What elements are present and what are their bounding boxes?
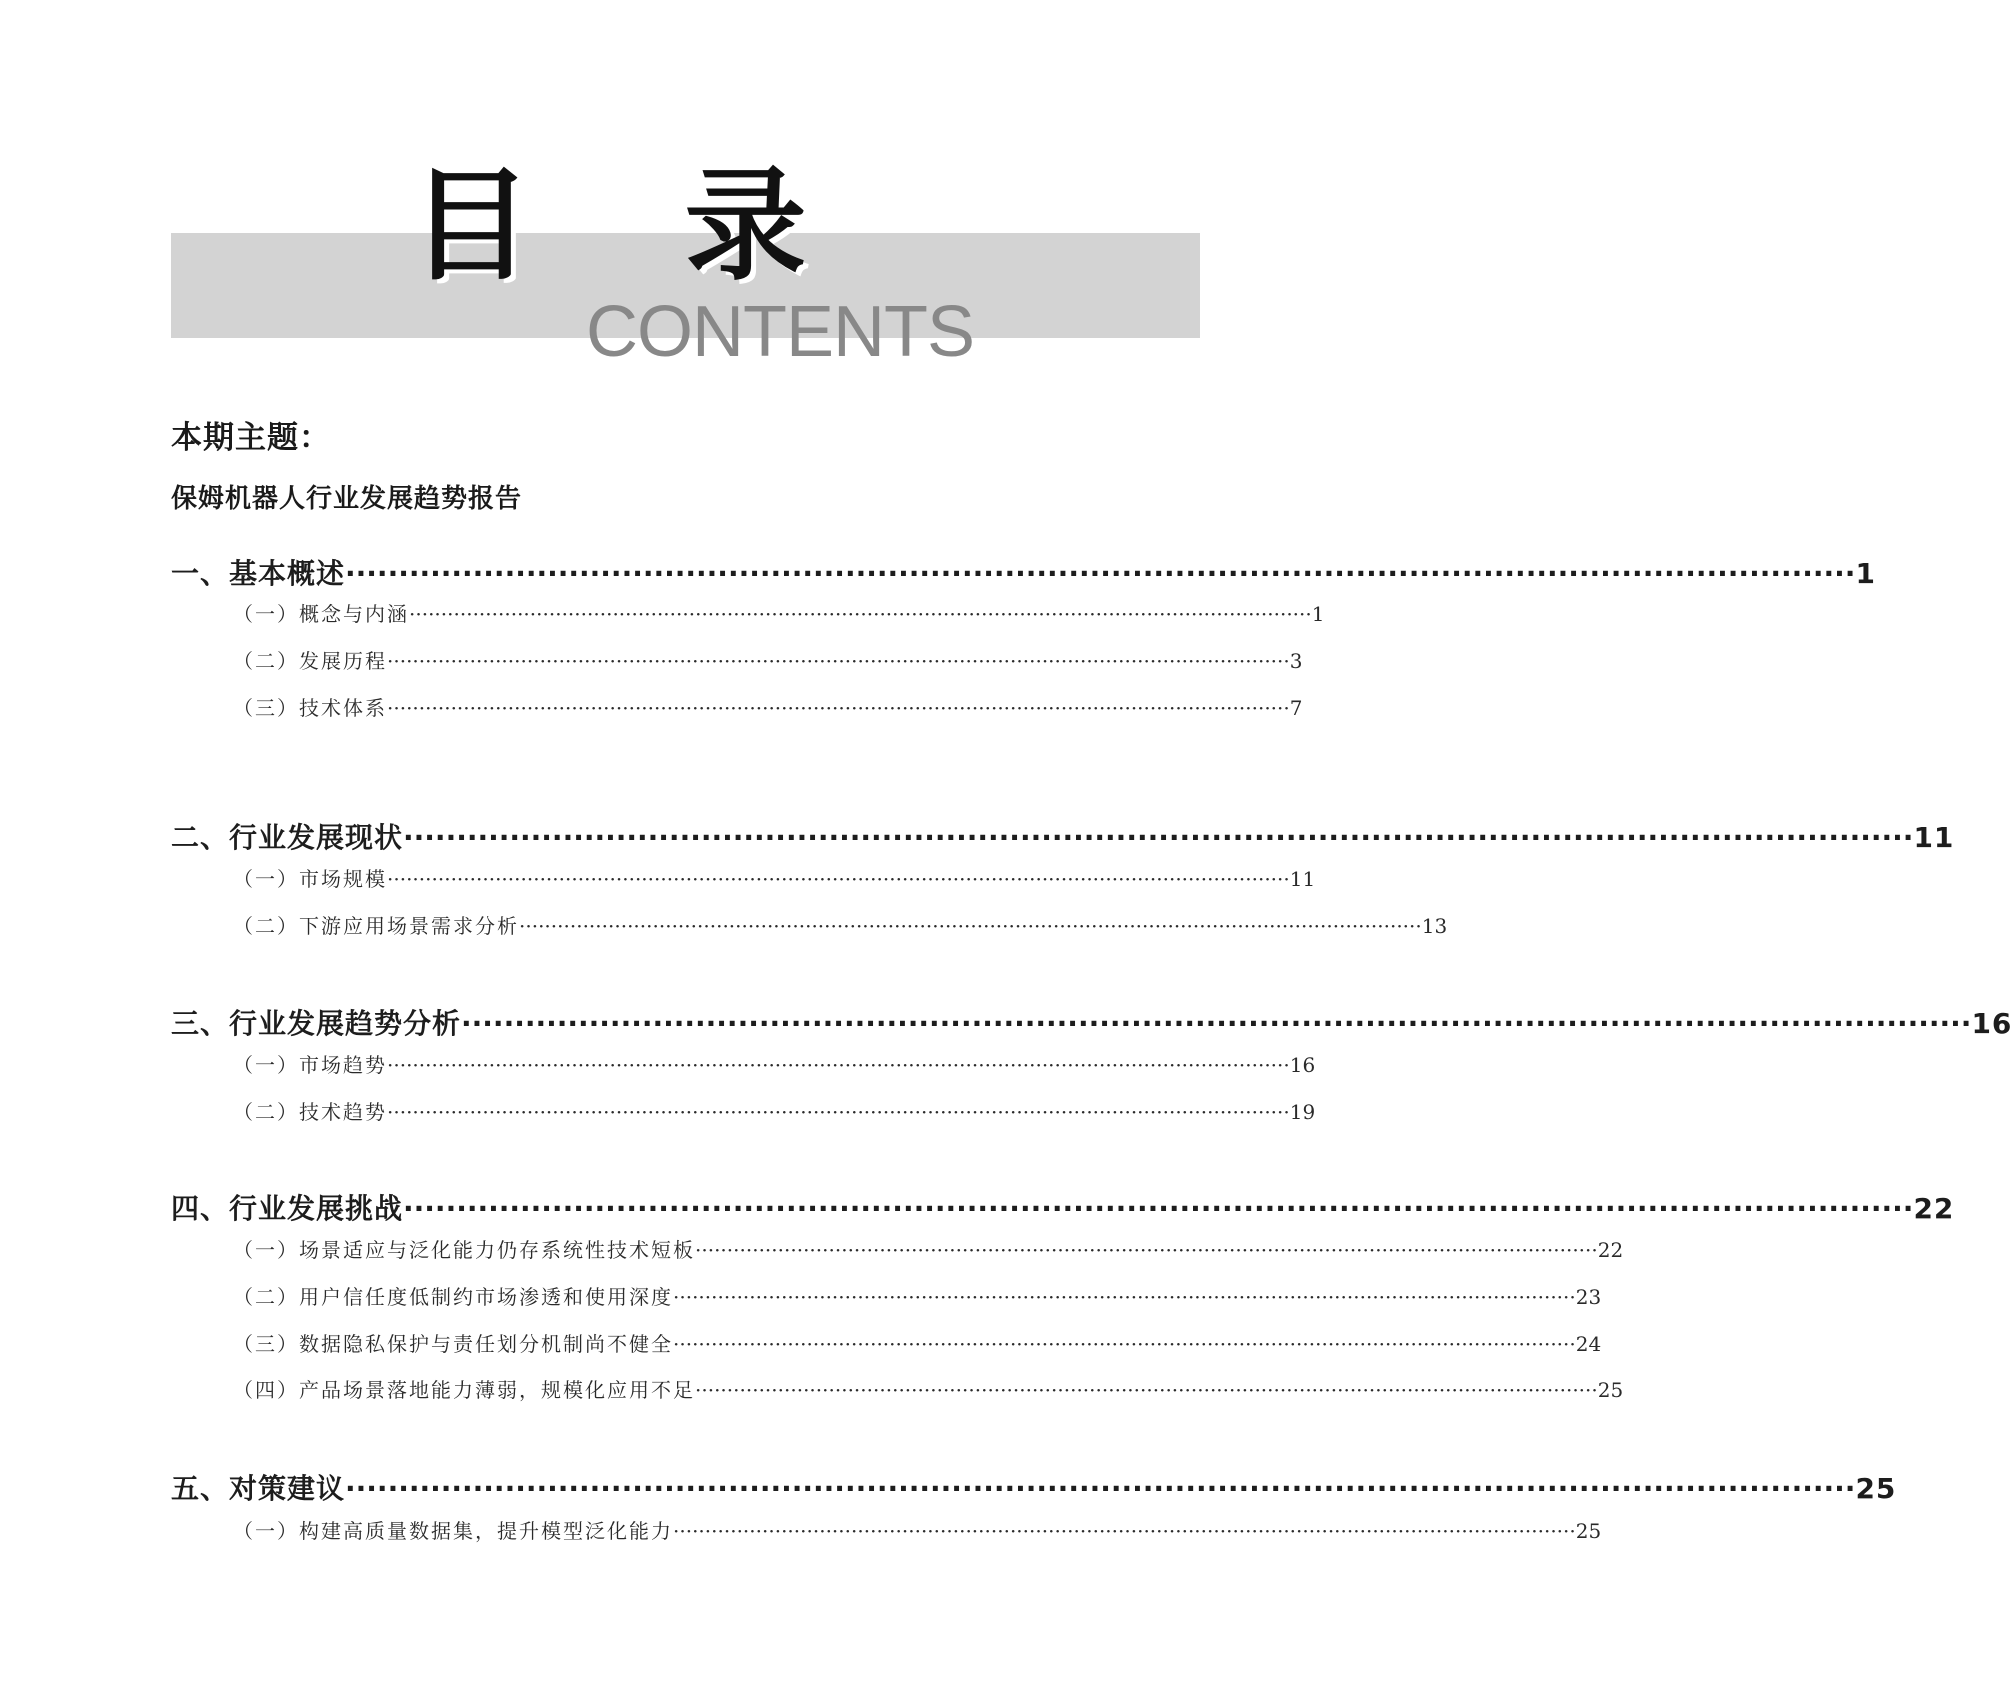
toc-leader: ··············································································································································	[673, 1519, 1576, 1543]
toc-page: 1	[1855, 557, 1876, 590]
toc-leader: ··············································································································································	[387, 1100, 1290, 1124]
toc-page: 23	[1575, 1285, 1602, 1309]
toc-page: 7	[1289, 696, 1303, 720]
toc-section-5[interactable]	[171, 1467, 1897, 1507]
toc-page: 3	[1289, 649, 1303, 673]
toc-item-3-1[interactable]	[233, 1049, 1316, 1078]
toc-page: 22	[1597, 1238, 1624, 1262]
toc-item-1-1[interactable]	[233, 598, 1325, 627]
toc-leader: ··············································································································································	[403, 1192, 1914, 1225]
toc-leader: ··············································································································································	[345, 1472, 1856, 1505]
toc-page: 25	[1855, 1472, 1897, 1505]
toc-leader: ··············································································································································	[695, 1378, 1598, 1402]
toc-item-1-3[interactable]	[233, 692, 1303, 721]
toc-item-4-3[interactable]	[233, 1328, 1602, 1357]
toc-label: 一、基本概述	[171, 557, 346, 590]
toc-page: 16	[1289, 1053, 1316, 1077]
toc-item-3-2[interactable]	[233, 1096, 1316, 1125]
toc-leader: ··············································································································································	[695, 1238, 1598, 1262]
toc-section-3[interactable]	[171, 1002, 2012, 1042]
toc-label: （二）下游应用场景需求分析	[233, 914, 519, 938]
toc-page: 16	[1971, 1007, 2012, 1040]
toc-item-1-2[interactable]	[233, 645, 1303, 674]
toc-label: （四）产品场景落地能力薄弱，规模化应用不足	[233, 1378, 695, 1402]
page-title: 目 录	[410, 153, 862, 297]
toc-leader: ··············································································································································	[403, 821, 1914, 854]
toc-page: 24	[1575, 1332, 1602, 1356]
toc-page: 11	[1289, 867, 1316, 891]
toc-page: 11	[1913, 821, 1955, 854]
toc-page: 19	[1289, 1100, 1316, 1124]
toc-item-4-2[interactable]	[233, 1281, 1602, 1310]
toc-leader: ··············································································································································	[461, 1007, 1972, 1040]
toc-label: 四、行业发展挑战	[171, 1192, 404, 1225]
toc-item-5-1[interactable]	[233, 1515, 1602, 1544]
toc-label: （二）用户信任度低制约市场渗透和使用深度	[233, 1285, 673, 1309]
toc-label: （一）场景适应与泛化能力仍存系统性技术短板	[233, 1238, 695, 1262]
toc-leader: ··············································································································································	[387, 867, 1290, 891]
toc-section-1[interactable]	[171, 552, 1876, 592]
toc-page: 1	[1311, 602, 1325, 626]
page-subtitle-en: CONTENTS	[586, 292, 974, 372]
toc-leader: ··············································································································································	[345, 557, 1856, 590]
toc-item-4-1[interactable]	[233, 1234, 1624, 1263]
toc-label: （三）数据隐私保护与责任划分机制尚不健全	[233, 1332, 673, 1356]
toc-section-4[interactable]	[171, 1187, 1955, 1227]
toc-leader: ··············································································································································	[387, 649, 1290, 673]
toc-leader: ··············································································································································	[387, 1053, 1290, 1077]
toc-label: （一）市场趋势	[233, 1053, 387, 1077]
topic-label: 本期主题：	[171, 420, 331, 456]
toc-section-2[interactable]	[171, 816, 1955, 856]
toc-leader: ··············································································································································	[387, 696, 1290, 720]
toc-item-2-2[interactable]	[233, 910, 1448, 939]
toc-label: （三）技术体系	[233, 696, 387, 720]
toc-page: 25	[1575, 1519, 1602, 1543]
toc-page: 22	[1913, 1192, 1955, 1225]
toc-label: （二）技术趋势	[233, 1100, 387, 1124]
toc-label: （二）发展历程	[233, 649, 387, 673]
toc-label: （一）构建高质量数据集，提升模型泛化能力	[233, 1519, 673, 1543]
toc-label: （一）市场规模	[233, 867, 387, 891]
toc-item-2-1[interactable]	[233, 863, 1316, 892]
toc-leader: ··············································································································································	[519, 914, 1422, 938]
toc-label: 三、行业发展趋势分析	[171, 1007, 462, 1040]
toc-label: （一）概念与内涵	[233, 602, 409, 626]
toc-leader: ··············································································································································	[673, 1332, 1576, 1356]
toc-item-4-4[interactable]	[233, 1374, 1624, 1403]
toc-leader: ··············································································································································	[673, 1285, 1576, 1309]
toc-label: 五、对策建议	[171, 1472, 346, 1505]
toc-page: 13	[1421, 914, 1448, 938]
toc-page: 25	[1597, 1378, 1624, 1402]
toc-leader: ··············································································································································	[409, 602, 1312, 626]
topic-title: 保姆机器人行业发展趋势报告	[171, 484, 523, 514]
toc-label: 二、行业发展现状	[171, 821, 404, 854]
